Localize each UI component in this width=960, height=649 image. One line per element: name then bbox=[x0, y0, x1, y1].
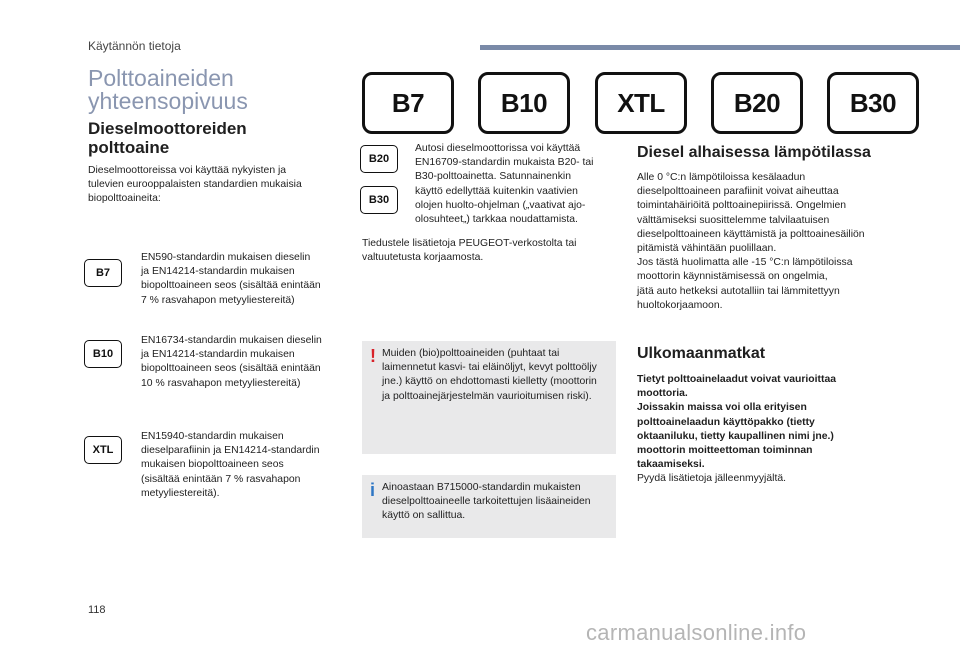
info-icon: i bbox=[370, 480, 376, 500]
b20-b30-text: Autosi dieselmoottorissa voi käyttää EN16709-standardin mukaista B20- tai B30-polttoainetta. Satunnainenkin käyttö edellyttää kuitenkin vaativien olojen huolto-ohjelman („vaativat ajo- olosuhteet„) tarkkaa noudattamista. bbox=[415, 143, 594, 226]
warning-text: Muiden (bio)polttoaineiden (puhtaat tai laimennetut kasvi- tai eläinöljyt, kevyt polttoöljy jne.) käyttö on ehdottomasti kielletty (moottorin ja polttoainejärjestelmän vaurioitumisen riski). bbox=[382, 348, 597, 402]
info-callout bbox=[362, 475, 616, 538]
fuel-badge-xtl: XTL bbox=[595, 72, 687, 134]
mid-badge-b20: B20 bbox=[360, 145, 398, 173]
watermark: carmanualsonline.info bbox=[586, 620, 807, 645]
cold-text: Alle 0 °C:n lämpötiloissa kesälaadun dieselpolttoaineen parafiinit voivat aiheuttaa toimintahäiriöitä polttoainepiirissä. Ongelmien välttämiseksi suosittelemme talvilaatuisen dieselpolttoaineen käyttämistä ja polttoainesäiliön pitämistä vähintään puolillaan. Jos tästä huolimatta alle -15 °C:n lämpötiloissa moottorin käynnistämisessä on ongelmia, jätä auto hetkeksi autotalliin tai lämmitettyyn huoltokorjaamoon. bbox=[637, 172, 865, 311]
cold-heading: Diesel alhaisessa lämpötilassa bbox=[637, 144, 871, 161]
header-bar bbox=[480, 45, 960, 50]
item-text-b7: EN590-standardin mukaisen dieselin ja EN14214-standardin mukaisen biopolttoaineen seos (sisältää enintään 7 % rasvahapon metyyliestereitä) bbox=[141, 252, 321, 306]
dealer-text: Tiedustele lisätietoja PEUGEOT-verkostolta tai valtuutetusta korjaamosta. bbox=[362, 238, 577, 264]
diesel-intro: Dieselmoottoreissa voi käyttää nykyisten ja tulevien eurooppalaisten standardien mukaisia biopolttoaineita: bbox=[88, 165, 302, 205]
item-badge-b7: B7 bbox=[84, 259, 122, 287]
diesel-heading: Dieselmoottoreiden polttoaine bbox=[88, 119, 247, 157]
item-badge-xtl: XTL bbox=[84, 436, 122, 464]
page-number: 118 bbox=[88, 604, 106, 616]
info-text: Ainoastaan B715000-standardin mukaisten dieselpolttoaineelle tarkoitettujen lisäaineiden käyttö on sallittua. bbox=[382, 482, 591, 522]
item-text-xtl: EN15940-standardin mukaisen dieselparafiinin ja EN14214-standardin mukaisen biopolttoaineen seos (sisältää enintään 7 % rasvahapon metyyliestereitä). bbox=[141, 431, 320, 499]
item-text-b10: EN16734-standardin mukaisen dieselin ja EN14214-standardin mukaisen biopolttoaineen seos (sisältää enintään 10 % rasvahapon metyyliestereitä) bbox=[141, 335, 322, 389]
fuel-badge-b10: B10 bbox=[478, 72, 570, 134]
fuel-badge-b30: B30 bbox=[827, 72, 919, 134]
fuel-badge-b7: B7 bbox=[362, 72, 454, 134]
fuel-badge-b20: B20 bbox=[711, 72, 803, 134]
abroad-text: Tietyt polttoainelaadut voivat vaurioittaa moottoria. Joissakin maissa voi olla erityisen polttoainelaadun käyttöpakko (tietty oktaaniluku, tietty kaupallinen nimi jne.) moottorin moitteettoman toiminnan takaamiseksi. Pyydä lisätietoja jälleenmyyjältä. bbox=[637, 374, 836, 485]
abroad-heading: Ulkomaanmatkat bbox=[637, 345, 766, 362]
mid-badge-b30: B30 bbox=[360, 186, 398, 214]
warning-callout bbox=[362, 341, 616, 454]
item-badge-b10: B10 bbox=[84, 340, 122, 368]
warning-icon: ! bbox=[370, 346, 376, 366]
section-title: Käytännön tietoja bbox=[88, 39, 181, 53]
page-title: Polttoaineiden yhteensopivuus bbox=[88, 65, 248, 114]
